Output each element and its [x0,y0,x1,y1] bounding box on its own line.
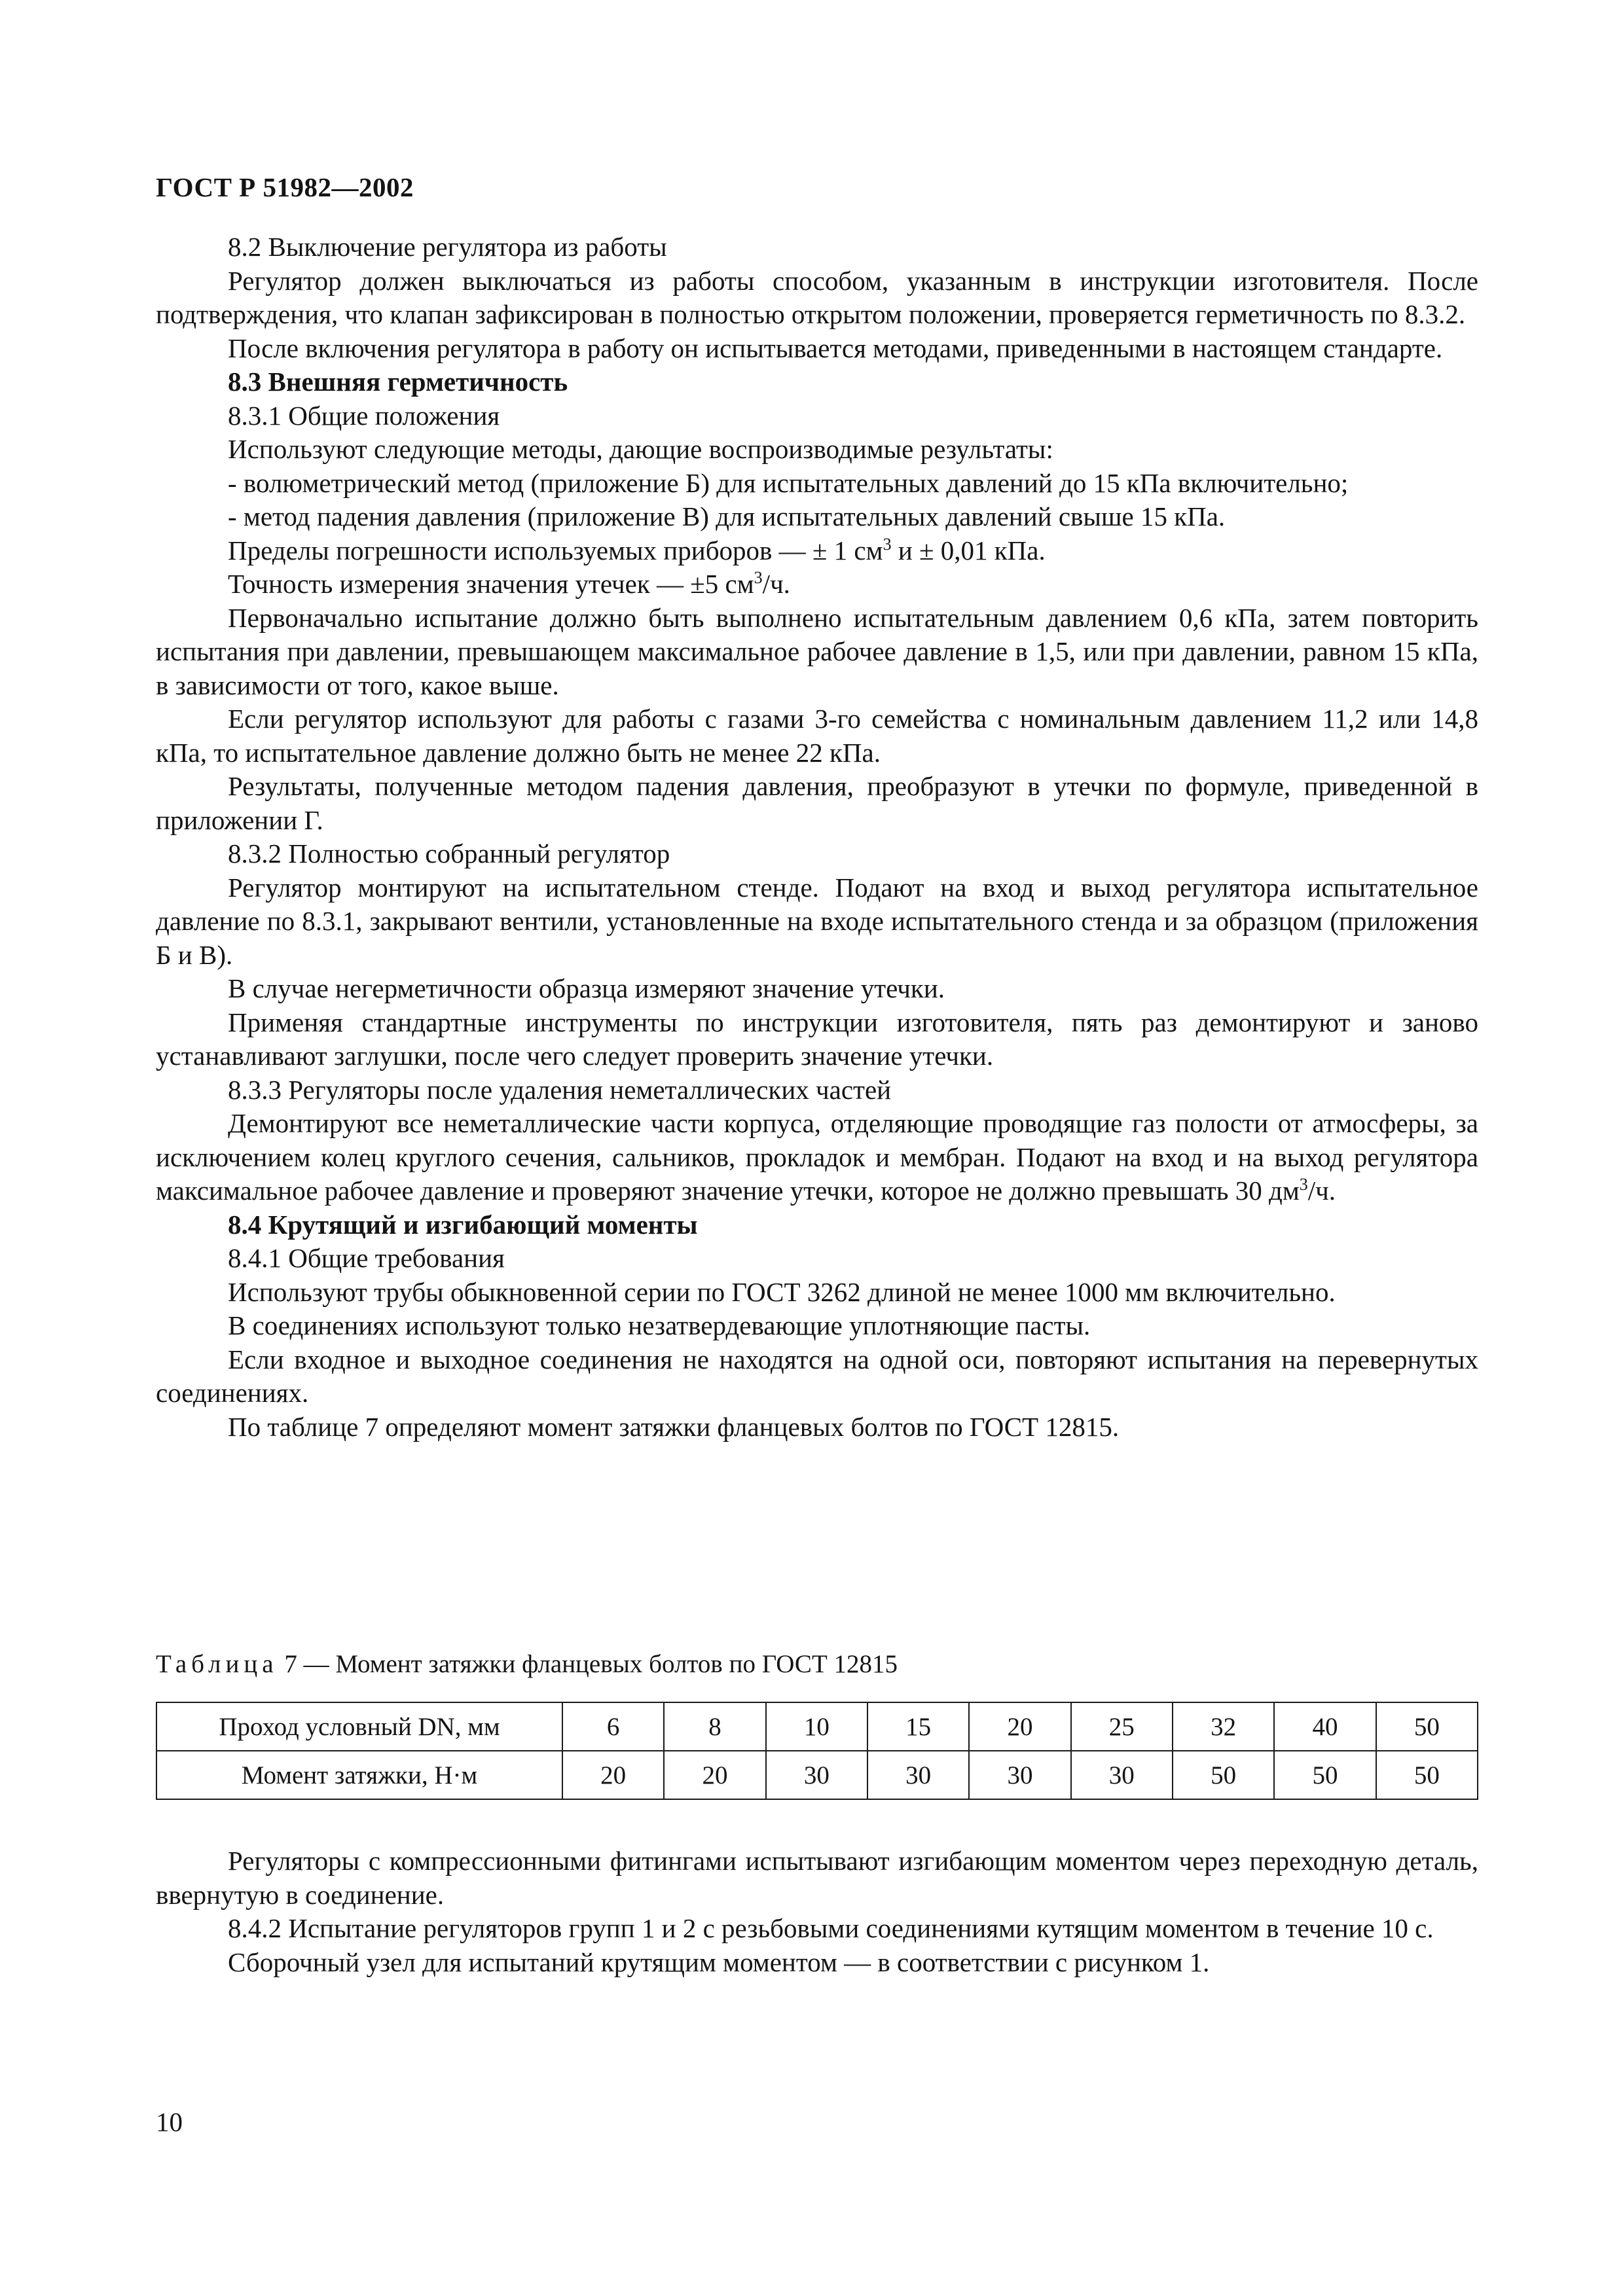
paragraph: Используют следующие методы, дающие воспроизводимые результаты: [228,434,1053,464]
text-run: Демонтируют все неметаллические части корпуса, отделяющие проводящие газ полости от атмосферы, за исключением колец круглого сечения, сальников, прокладок и мембран. Подают на вход и на выход регулятора максимальное рабочее давление и проверяют значение утечки, которое не должно превышать 30 дм [156,1108,1478,1206]
table-cell: 20 [562,1751,664,1799]
list-item: - метод падения давления (приложение В) для испытательных давлений свыше 15 кПа. [228,501,1226,531]
text-run: /ч. [762,569,790,599]
table-cell: 40 [1274,1702,1376,1751]
table-cell: 30 [766,1751,867,1799]
paragraph: Регуляторы с компрессионными фитингами испытывают изгибающим моментом через переходную деталь, ввернутую в соединение. [156,1846,1478,1910]
table-caption-text: 7 — Момент затяжки фланцевых болтов по ГОСТ 12815 [278,1650,898,1678]
section-8-4-1-heading: 8.4.1 Общие требования [228,1243,505,1273]
table-cell: 15 [867,1702,969,1751]
table-cell: 25 [1071,1702,1173,1751]
row-header-nominal-size: Проход условный DN, мм [156,1702,562,1751]
paragraph: После включения регулятора в работу он испытывается методами, приведенными в настоящем стандарте. [228,332,1443,363]
text-run: Пределы погрешности используемых приборов — ± 1 см [228,535,883,565]
main-text [156,230,1478,1444]
table-cell: 50 [1173,1751,1274,1799]
section-8-3-2-heading: 8.3.2 Полностью собранный регулятор [228,838,670,869]
table-cell: 20 [664,1751,765,1799]
page-number: 10 [156,2107,183,2137]
text-run: /ч. [1307,1175,1336,1206]
section-8-3-heading: 8.3 Внешняя герметичность [228,367,568,397]
table-cell: 30 [867,1751,969,1799]
table-cell: 50 [1376,1751,1478,1799]
paragraph: Результаты, полученные методом падения давления, преобразуют в утечки по формуле, приведенной в приложении Г. [156,771,1478,835]
paragraph [156,534,1478,568]
paragraph: Используют трубы обыкновенной серии по ГОСТ 3262 длиной не менее 1000 мм включительно. [228,1276,1336,1307]
superscript: 3 [883,534,892,554]
paragraph: Если регулятор используют для работы с газами 3-го семейства с номинальным давлением 11,2 или 14,8 кПа, то испытательное давление должно быть не менее 22 кПа. [156,704,1478,768]
section-8-3-3-heading: 8.3.3 Регуляторы после удаления неметаллических частей [228,1074,892,1105]
list-item: - волюметрический метод (приложение Б) для испытательных давлений до 15 кПа включительно; [228,467,1349,498]
paragraph: 8.4.2 Испытание регуляторов групп 1 и 2 с резьбовыми соединениями кутящим моментом в течение 10 с. [228,1913,1434,1943]
paragraph: Применяя стандартные инструменты по инструкции изготовителя, пять раз демонтируют и заново устанавливают заглушки, после чего следует проверить значение утечки. [156,1007,1478,1071]
section-8-3-1-heading: 8.3.1 Общие положения [228,400,500,431]
paragraph: По таблице 7 определяют момент затяжки фланцевых болтов по ГОСТ 12815. [228,1411,1120,1442]
text-run: Точность измерения значения утечек — ±5 см [228,569,754,599]
table-cell: 32 [1173,1702,1274,1751]
paragraph: В случае негерметичности образца измеряют значение утечки. [228,973,945,1003]
paragraph: Регулятор должен выключаться из работы способом, указанным в инструкции изготовителя. После подтверждения, что клапан зафиксирован в полностью открытом положении, проверяется герметичность по 8.3.2. [156,265,1478,329]
table-cell: 50 [1376,1702,1478,1751]
section-8-4-heading: 8.4 Крутящий и изгибающий моменты [228,1209,698,1240]
row-header-torque: Момент затяжки, Н·м [156,1751,562,1799]
table-row [156,1751,1478,1799]
table-caption [156,1649,898,1679]
superscript: 3 [754,568,763,587]
text-run: и ± 0,01 кПа. [891,535,1046,565]
table-caption-label: Таблица [156,1650,278,1678]
table-cell: 6 [562,1702,664,1751]
table-cell: 20 [969,1702,1070,1751]
table-cell: 30 [969,1751,1070,1799]
table-cell: 10 [766,1702,867,1751]
paragraph [156,1107,1478,1208]
text-after-table [156,1844,1478,1979]
paragraph: Если входное и выходное соединения не находятся на одной оси, повторяют испытания на перевернутых соединениях. [156,1344,1478,1408]
table-row [156,1702,1478,1751]
paragraph: Сборочный узел для испытаний крутящим моментом — в соответствии с рисунком 1. [228,1946,1210,1977]
paragraph: В соединениях используют только незатвердевающие уплотняющие пасты. [228,1310,1091,1340]
table-cell: 50 [1274,1751,1376,1799]
table-cell: 30 [1071,1751,1173,1799]
paragraph: Первоначально испытание должно быть выполнено испытательным давлением 0,6 кПа, затем повторить испытания при давлении, превышающем максимальное рабочее давление в 1,5, или при давлении, равном 15 кПа, в зависимости от того, какое выше. [156,602,1478,700]
superscript: 3 [1299,1175,1308,1194]
section-8-2-heading: 8.2 Выключение регулятора из работы [228,232,667,262]
document-header: ГОСТ Р 51982—2002 [156,172,414,202]
paragraph [156,567,1478,601]
table-cell: 8 [664,1702,765,1751]
torque-table [156,1702,1478,1800]
paragraph: Регулятор монтируют на испытательном стенде. Подают на вход и выход регулятора испытательное давление по 8.3.1, закрывают вентили, установленные на входе испытательного стенда и за образцом (приложения Б и В). [156,872,1478,970]
